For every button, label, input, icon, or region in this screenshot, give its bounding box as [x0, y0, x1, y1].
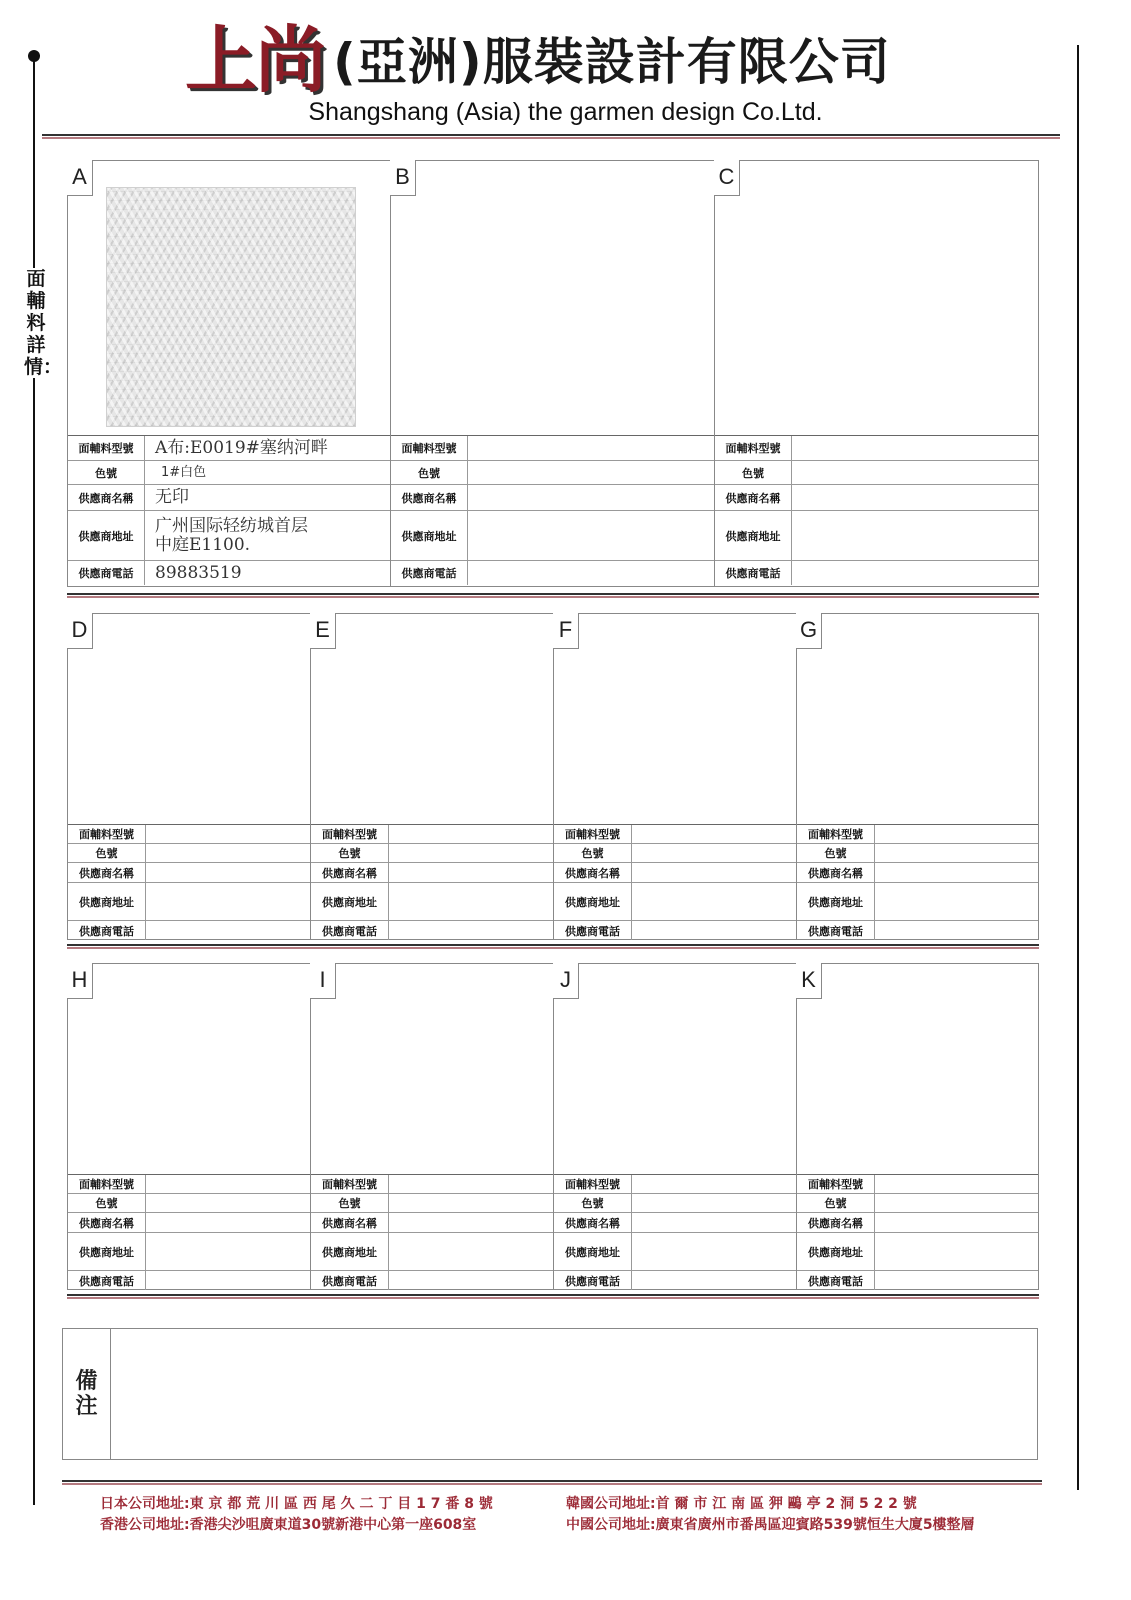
value-supplier-name[interactable] [875, 1213, 1038, 1232]
logo-accent-text: 上尚 [185, 18, 326, 102]
value-supplier-name[interactable] [875, 863, 1038, 882]
panel-h [67, 963, 311, 1290]
address-line-2: 中庭E1100. [155, 534, 251, 555]
panel-info-table [311, 824, 553, 939]
row-supplier-address [68, 511, 390, 561]
value-color[interactable] [468, 461, 714, 484]
label-supplier-name: 供應商名稱 [68, 863, 146, 882]
company-logo [185, 20, 945, 100]
value-supplier-address [145, 511, 390, 560]
value-supplier-name[interactable] [146, 863, 310, 882]
panel-letter: C [714, 160, 740, 196]
label-supplier-address: 供應商地址 [68, 883, 146, 920]
label-model: 面輔料型號 [391, 436, 468, 460]
label-supplier-name: 供應商名稱 [554, 1213, 632, 1232]
label-supplier-phone: 供應商電話 [554, 1271, 632, 1290]
label-supplier-phone: 供應商電話 [311, 1271, 389, 1290]
label-color: 色號 [68, 1194, 146, 1212]
value-model[interactable] [146, 825, 310, 843]
value-supplier-phone[interactable] [632, 921, 796, 940]
value-supplier-address[interactable] [389, 1233, 553, 1270]
panel-info-table [715, 435, 1038, 586]
panel-letter: G [796, 613, 822, 649]
value-supplier-phone[interactable] [389, 1271, 553, 1290]
panel-i [310, 963, 554, 1290]
panel-b [390, 160, 715, 587]
label-supplier-address: 供應商地址 [311, 1233, 389, 1270]
label-supplier-phone: 供應商電話 [554, 921, 632, 940]
header-divider [42, 134, 1060, 139]
label-supplier-phone: 供應商電話 [68, 561, 145, 585]
logo-company-name: (亞洲)服裝設計有限公司 [333, 33, 891, 91]
value-color[interactable] [875, 1194, 1038, 1212]
panel-letter: K [796, 963, 822, 999]
label-supplier-address: 供應商地址 [554, 1233, 632, 1270]
value-supplier-name[interactable] [146, 1213, 310, 1232]
label-supplier-name: 供應商名稱 [311, 863, 389, 882]
value-supplier-name: 无印 [155, 487, 189, 507]
value-supplier-address[interactable] [875, 1233, 1038, 1270]
value-model[interactable] [792, 436, 1038, 460]
value-supplier-phone[interactable] [146, 921, 310, 940]
label-supplier-phone: 供應商電話 [68, 921, 146, 940]
value-color[interactable] [146, 844, 310, 862]
label-color: 色號 [311, 1194, 389, 1212]
remarks-label-cell [63, 1329, 111, 1459]
label-model: 面輔料型號 [554, 825, 632, 843]
label-supplier-phone: 供應商電話 [797, 1271, 875, 1290]
label-color: 色號 [554, 844, 632, 862]
label-supplier-name: 供應商名稱 [68, 485, 145, 510]
section-divider [67, 593, 1039, 598]
panel-letter: E [310, 613, 336, 649]
label-model: 面輔料型號 [311, 825, 389, 843]
value-model[interactable] [468, 436, 714, 460]
label-supplier-address: 供應商地址 [554, 883, 632, 920]
value-model[interactable] [389, 1175, 553, 1193]
value-color[interactable] [632, 1194, 796, 1212]
label-supplier-name: 供應商名稱 [68, 1213, 146, 1232]
panel-d [67, 613, 311, 940]
binding-hole-icon [28, 50, 40, 62]
label-supplier-address: 供應商地址 [391, 511, 468, 560]
panel-letter: J [553, 963, 579, 999]
value-color[interactable] [389, 1194, 553, 1212]
value-supplier-phone[interactable] [632, 1271, 796, 1290]
label-color: 色號 [797, 1194, 875, 1212]
footer-address-hongkong: 香港公司地址:香港尖沙咀廣東道30號新港中心第一座608室 [100, 1517, 477, 1533]
value-supplier-name[interactable] [632, 1213, 796, 1232]
value-supplier-address[interactable] [146, 1233, 310, 1270]
side-label: 面輔料詳情： [24, 268, 63, 378]
value-supplier-address[interactable] [792, 511, 1038, 560]
panel-info-table [68, 824, 310, 939]
value-model[interactable] [146, 1175, 310, 1193]
section-divider [67, 1294, 1039, 1299]
row-supplier-phone [68, 561, 390, 585]
label-supplier-address: 供應商地址 [715, 511, 792, 560]
label-supplier-phone: 供應商電話 [311, 921, 389, 940]
value-supplier-name[interactable] [632, 863, 796, 882]
panel-info-table [68, 435, 390, 586]
address-line-1: 广州国际轻纺城首层 [155, 515, 308, 536]
value-supplier-phone[interactable] [792, 561, 1038, 585]
label-model: 面輔料型號 [797, 825, 875, 843]
row-model [68, 436, 390, 461]
value-supplier-phone[interactable] [875, 1271, 1038, 1290]
label-supplier-address: 供應商地址 [68, 511, 145, 560]
footer-address-china: 中國公司地址:廣東省廣州市番禺區迎賓路539號恒生大廈5樓整層 [566, 1517, 975, 1533]
value-supplier-phone: 89883519 [155, 562, 242, 583]
remarks-box[interactable] [62, 1328, 1038, 1460]
value-model[interactable] [389, 825, 553, 843]
panel-info-table [68, 1174, 310, 1289]
value-model[interactable] [875, 825, 1038, 843]
label-model: 面輔料型號 [68, 436, 145, 460]
label-model: 面輔料型號 [68, 825, 146, 843]
label-supplier-phone: 供應商電話 [391, 561, 468, 585]
panel-g [796, 613, 1039, 940]
label-supplier-name: 供應商名稱 [391, 485, 468, 510]
value-supplier-name[interactable] [389, 1213, 553, 1232]
label-model: 面輔料型號 [68, 1175, 146, 1193]
row-color [68, 461, 390, 485]
value-supplier-name[interactable] [468, 485, 714, 510]
value-supplier-address[interactable] [468, 511, 714, 560]
value-color: 1#白色 [161, 465, 207, 480]
value-supplier-phone[interactable] [389, 921, 553, 940]
label-supplier-name: 供應商名稱 [797, 1213, 875, 1232]
panel-info-table [311, 1174, 553, 1289]
value-model: A布:E0019#塞纳河畔 [155, 437, 328, 458]
label-supplier-name: 供應商名稱 [797, 863, 875, 882]
panel-letter: B [390, 160, 416, 196]
panel-info-table [554, 824, 796, 939]
label-supplier-name: 供應商名稱 [554, 863, 632, 882]
label-supplier-address: 供應商地址 [797, 883, 875, 920]
value-color[interactable] [389, 844, 553, 862]
label-color: 色號 [68, 461, 145, 484]
value-supplier-address[interactable] [146, 883, 310, 920]
value-model[interactable] [632, 825, 796, 843]
value-supplier-name[interactable] [389, 863, 553, 882]
label-color: 色號 [715, 461, 792, 484]
value-supplier-name[interactable] [792, 485, 1038, 510]
value-supplier-address[interactable] [389, 883, 553, 920]
label-supplier-phone: 供應商電話 [797, 921, 875, 940]
panel-info-table [554, 1174, 796, 1289]
panel-e [310, 613, 554, 940]
label-model: 面輔料型號 [715, 436, 792, 460]
footer-address-japan: 日本公司地址:東 京 都 荒 川 區 西 尾 久 二 丁 目 1 7 番 8 號 [100, 1496, 493, 1512]
label-supplier-address: 供應商地址 [311, 883, 389, 920]
footer-divider [62, 1480, 1042, 1485]
label-color: 色號 [797, 844, 875, 862]
panel-letter: F [553, 613, 579, 649]
label-model: 面輔料型號 [797, 1175, 875, 1193]
panel-letter: A [67, 160, 93, 196]
value-supplier-address[interactable] [632, 1233, 796, 1270]
row-supplier-name [68, 485, 390, 511]
panel-letter: I [310, 963, 336, 999]
panel-info-table [797, 1174, 1038, 1289]
label-supplier-name: 供應商名稱 [715, 485, 792, 510]
panel-a [67, 160, 391, 587]
label-supplier-phone: 供應商電話 [68, 1271, 146, 1290]
value-model[interactable] [632, 1175, 796, 1193]
fabric-swatch-image [106, 187, 356, 427]
label-supplier-phone: 供應商電話 [715, 561, 792, 585]
value-supplier-address[interactable] [875, 883, 1038, 920]
right-binding-line [1077, 45, 1079, 1490]
label-color: 色號 [554, 1194, 632, 1212]
panel-k [796, 963, 1039, 1290]
section-divider [67, 944, 1039, 949]
panel-info-table [797, 824, 1038, 939]
footer-address-korea: 韓國公司地址:首 爾 市 江 南 區 狎 鷗 亭 2 洞 5 2 2 號 [566, 1496, 917, 1512]
panel-info-table [391, 435, 714, 586]
value-color[interactable] [146, 1194, 310, 1212]
value-supplier-address[interactable] [632, 883, 796, 920]
label-model: 面輔料型號 [554, 1175, 632, 1193]
remarks-label: 備注 [75, 1369, 98, 1419]
value-model[interactable] [875, 1175, 1038, 1193]
value-color[interactable] [632, 844, 796, 862]
label-supplier-address: 供應商地址 [797, 1233, 875, 1270]
label-supplier-name: 供應商名稱 [311, 1213, 389, 1232]
value-color[interactable] [792, 461, 1038, 484]
panel-f [553, 613, 797, 940]
panel-letter: H [67, 963, 93, 999]
value-color[interactable] [875, 844, 1038, 862]
panel-j [553, 963, 797, 1290]
label-supplier-address: 供應商地址 [68, 1233, 146, 1270]
panel-letter: D [67, 613, 93, 649]
value-supplier-phone[interactable] [468, 561, 714, 585]
label-model: 面輔料型號 [311, 1175, 389, 1193]
panel-c [714, 160, 1039, 587]
value-supplier-phone[interactable] [875, 921, 1038, 940]
label-color: 色號 [68, 844, 146, 862]
value-supplier-phone[interactable] [146, 1271, 310, 1290]
label-color: 色號 [311, 844, 389, 862]
company-english-name: Shangshang (Asia) the garmen design Co.Ltd. [308, 98, 823, 126]
label-color: 色號 [391, 461, 468, 484]
